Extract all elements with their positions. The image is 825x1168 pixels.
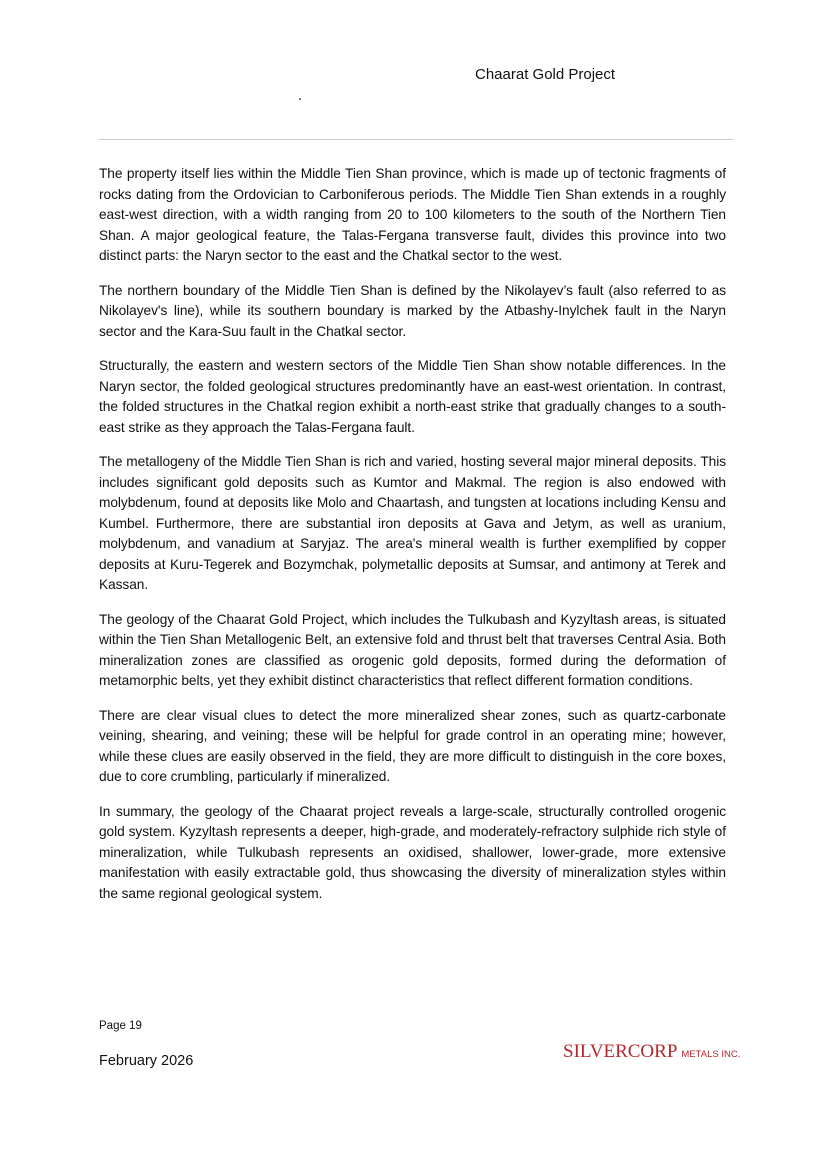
- paragraph-6: There are clear visual clues to detect the more mineralized shear zones, such as quartz-carbonate veining, shearing, and veining; these will be helpful for grade control in an operating mine; however, while these clues are easily observed in the field, they are more difficult to distinguish in the core boxes, due to core crumbling, particularly if mineralized.: [99, 707, 726, 784]
- document-body: [99, 164, 726, 918]
- header-divider: [98, 139, 734, 140]
- paragraph-4: The metallogeny of the Middle Tien Shan is rich and varied, hosting several major mineral deposits. This includes significant gold deposits such as Kumtor and Makmal. The region is also endowed with molybdenum, found at deposits like Molo and Chaartash, and tungsten at locations including Kensu and Kumbel. Furthermore, there are substantial iron deposits at Gava and Jetym, as well as uranium, molybdenum, and vanadium at Saryjaz. The area's mineral wealth is further exemplified by copper deposits at Kuru-Tegerek and Bozymchak, polymetallic deposits at Sumsar, and antimony at Terek and Kassan.: [99, 454, 726, 592]
- footer-date: February 2026: [99, 1053, 194, 1069]
- paragraph-1: The property itself lies within the Middle Tien Shan province, which is made up of tectonic fragments of rocks dating from the Ordovician to Carboniferous periods. The Middle Tien Shan extends in a roughly east-west direction, with a width ranging from 20 to 100 kilometers to the south of the Northern Tien Shan. A major geological feature, the Talas-Fergana transverse fault, divides this province into two distinct parts: the Naryn sector to the east and the Chatkal sector to the west.: [99, 166, 726, 263]
- paragraph-2: The northern boundary of the Middle Tien Shan is defined by the Nikolayev’s fault (also referred to as Nikolayev's line), while its southern boundary is marked by the Atbashy-Inylchek fault in the Naryn sector and the Kara-Suu fault in the Chatkal sector.: [99, 282, 726, 339]
- paragraph-3: Structurally, the eastern and western sectors of the Middle Tien Shan show notable differences. In the Naryn sector, the folded geological structures predominantly have an east-west orientation. In contrast, the folded structures in the Chatkal region exhibit a north-east strike that gradually changes to a south-east strike as they approach the Talas-Fergana fault.: [99, 358, 726, 435]
- logo-wordmark: SILVERCORP: [563, 1041, 678, 1062]
- page-number: Page 19: [99, 1020, 142, 1032]
- paragraph-5: The geology of the Chaarat Gold Project, which includes the Tulkubash and Kyzyltash areas, is situated within the Tien Shan Metallogenic Belt, an extensive fold and thrust belt that traverses Central Asia. Both mineralization zones are classified as orogenic gold deposits, formed during the deformation of metamorphic belts, yet they exhibit distinct characteristics that reflect different formation conditions.: [99, 611, 726, 688]
- logo-subtitle: METALS INC.: [681, 1049, 741, 1060]
- silvercorp-logo: [563, 1041, 740, 1063]
- paragraph-7: In summary, the geology of the Chaarat project reveals a large-scale, structurally controlled orogenic gold system. Kyzyltash represents a deeper, high-grade, and moderately-refractory sulphide rich style of mineralization, while Tulkubash represents an oxidised, shallower, lower-grade, more extensive manifestation with easily extractable gold, thus showcasing the diversity of mineralization styles within the same regional geological system.: [99, 803, 726, 901]
- document-header-title: Chaarat Gold Project: [475, 66, 616, 83]
- header-dot: [299, 98, 301, 100]
